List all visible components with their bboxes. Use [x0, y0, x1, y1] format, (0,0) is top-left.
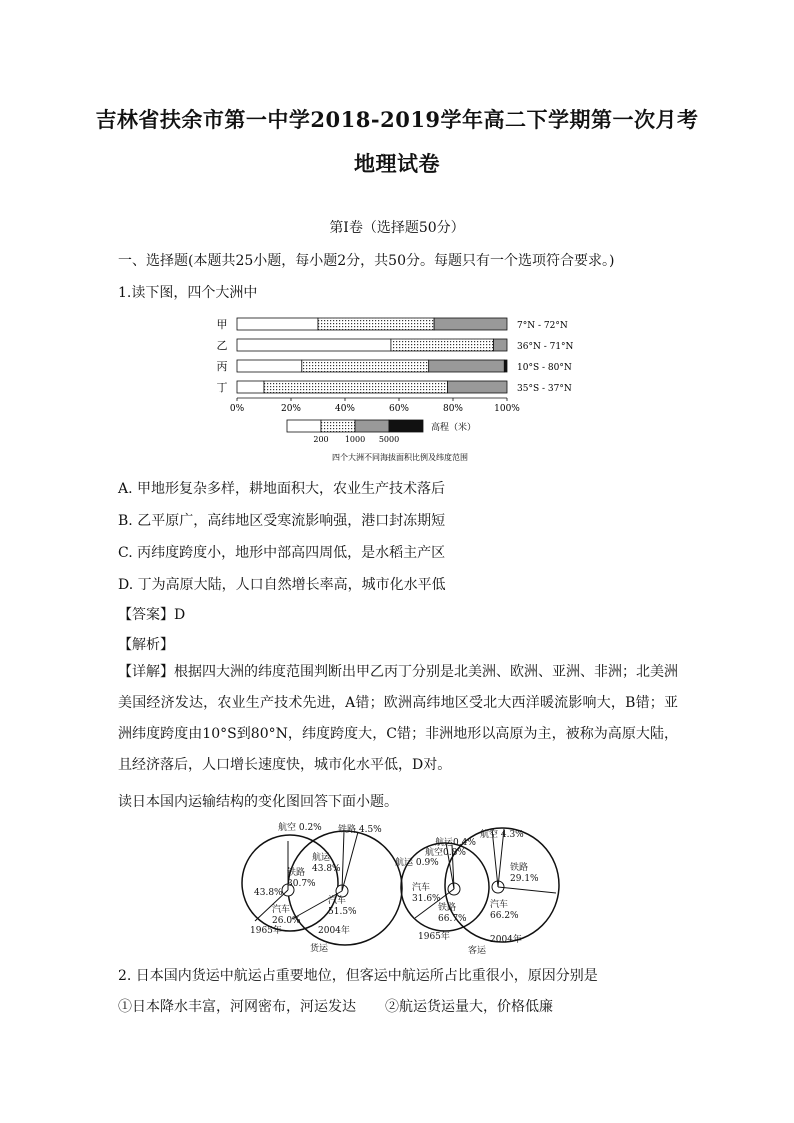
passenger-year-2004: 2004年: [490, 935, 522, 945]
bar-segment: [264, 381, 448, 393]
x-tick-label: 60%: [388, 404, 410, 414]
freight-year-1965: 1965年: [250, 926, 282, 936]
legend-swatch: [389, 420, 423, 432]
freight-car-1965-label: 汽车 26.0%: [272, 905, 301, 926]
passenger-year-1965: 1965年: [418, 932, 450, 942]
passenger-ship-2004-label: 航运0.4%: [435, 838, 476, 848]
detail-paragraph: [118, 657, 678, 781]
freight-divider: [342, 832, 358, 891]
x-tick-label: 80%: [442, 404, 464, 414]
x-tick-label: 20%: [280, 404, 302, 414]
option-a: A. 甲地形复杂多样，耕地面积大，农业生产技术落后: [118, 481, 446, 497]
bar-segment: [237, 318, 318, 330]
passenger-air-1965-label: 航空0.8%: [425, 848, 466, 858]
answer: 【答案】D: [118, 607, 186, 623]
latitude-range: 36°N - 71°N: [517, 342, 574, 352]
question-2-stem: 2. 日本国内货运中航运占重要地位，但客运中航运所占比重很小，原因分别是: [118, 968, 598, 984]
freight-ship-2004-label: 航运 43.8%: [312, 853, 341, 874]
passenger-car-2004-label: 汽车 66.2%: [490, 900, 519, 921]
category-label: 丁: [216, 381, 228, 394]
passenger-label: 客运: [468, 946, 487, 956]
x-axis-ticks: [230, 398, 520, 414]
bar-segment: [494, 339, 508, 351]
legend-tick-label: 200: [313, 435, 329, 444]
analysis-label: 【解析】: [118, 637, 174, 653]
freight-divider: [342, 831, 344, 891]
legend-label: 高程（米）: [431, 423, 477, 433]
passenger-divider: [498, 887, 556, 893]
freight-air-label: 航空 0.2%: [278, 823, 322, 833]
passenger-rail-2004-label: 铁路 29.1%: [510, 863, 539, 884]
detail-prefix: 【详解】: [118, 664, 174, 680]
latitude-range: 7°N - 72°N: [517, 321, 568, 331]
freight-ship-1965-label: 43.8%: [254, 888, 283, 898]
passenger-car-1965-label: 汽车 31.6%: [412, 883, 441, 904]
freight-label: 货运: [310, 944, 329, 954]
bar-segment: [448, 381, 507, 393]
bar-group: [217, 318, 574, 394]
bar-segment: [237, 381, 264, 393]
passenger-ship-1965-label: 航运 0.9%: [395, 858, 439, 868]
latitude-range: 35°S - 37°N: [517, 384, 572, 394]
freight-rail-label: 铁路 4.5%: [338, 825, 382, 835]
option-b: B. 乙平原广，高纬地区受寒流影响强，港口封冻期短: [118, 513, 446, 529]
bar-segment: [434, 318, 507, 330]
question-2-choice-2: ②航运货运量大，价格低廉: [385, 999, 553, 1015]
chart-caption: 四个大洲不同海拔面积比例及纬度范围: [332, 453, 468, 462]
passenger-air-2004-label: 航空 4.3%: [480, 830, 524, 840]
freight-rail-1965-label: 铁路 30.7%: [287, 868, 316, 889]
category-label: 丙: [216, 360, 228, 373]
section-instructions: 一、选择题(本题共25小题，每小题2分，共50分。每题只有一个选项符合要求。): [118, 253, 615, 269]
part-label: 第Ⅰ卷（选择题50分）: [329, 220, 465, 236]
bar-segment: [504, 360, 507, 372]
bar-segment: [429, 360, 505, 372]
latitude-range: 10°S - 80°N: [517, 363, 572, 373]
elevation-chart: [210, 308, 590, 468]
question-1-stem: 1.读下图，四个大洲中: [118, 285, 258, 301]
exam-subtitle: 地理试卷: [354, 151, 440, 176]
x-tick-label: 100%: [494, 404, 520, 414]
group-intro: 读日本国内运输结构的变化图回答下面小题。: [118, 794, 398, 810]
legend-swatch: [321, 420, 355, 432]
bar-segment: [391, 339, 494, 351]
x-tick-label: 40%: [334, 404, 356, 414]
category-label: 乙: [216, 339, 228, 352]
exam-title: 吉林省扶余市第一中学2018-2019学年高二下学期第一次月考: [95, 107, 699, 132]
question-2-choice-1: ①日本降水丰富，河网密布，河运发达: [118, 999, 356, 1015]
legend-tick-label: 1000: [344, 435, 366, 444]
bar-segment: [237, 360, 302, 372]
bar-segment: [237, 339, 391, 351]
passenger-rail-1965-label: 铁路 66.7%: [438, 903, 467, 924]
freight-car-2004-label: 汽车 51.5%: [328, 896, 357, 917]
detail-text: 根据四大洲的纬度范围判断出甲乙丙丁分别是北美洲、欧洲、亚洲、非洲；北美洲美国经济发达，农业生产技术先进，A错；欧洲高纬地区受北大西洋暖流影响大，B错；亚洲纬度跨度由10°S到80°N，纬度跨度大，C错；非洲地形以高原为主，被称为高原大陆，且经济落后，人口增长速度快，城市化水平低，D对。: [118, 664, 678, 773]
freight-year-2004: 2004年: [318, 926, 350, 936]
option-d: D. 丁为高原大陆，人口自然增长率高，城市化水平低: [118, 577, 446, 593]
legend-tick-label: 5000: [378, 435, 400, 444]
legend-swatch: [355, 420, 389, 432]
x-tick-label: 0%: [229, 404, 245, 414]
category-label: 甲: [216, 318, 228, 331]
option-c: C. 丙纬度跨度小，地形中部高四周低，是水稻主产区: [118, 545, 446, 561]
legend-swatch: [287, 420, 321, 432]
bar-segment: [318, 318, 434, 330]
chart-legend: [287, 420, 476, 444]
bar-segment: [302, 360, 429, 372]
transport-chart: [240, 815, 580, 960]
